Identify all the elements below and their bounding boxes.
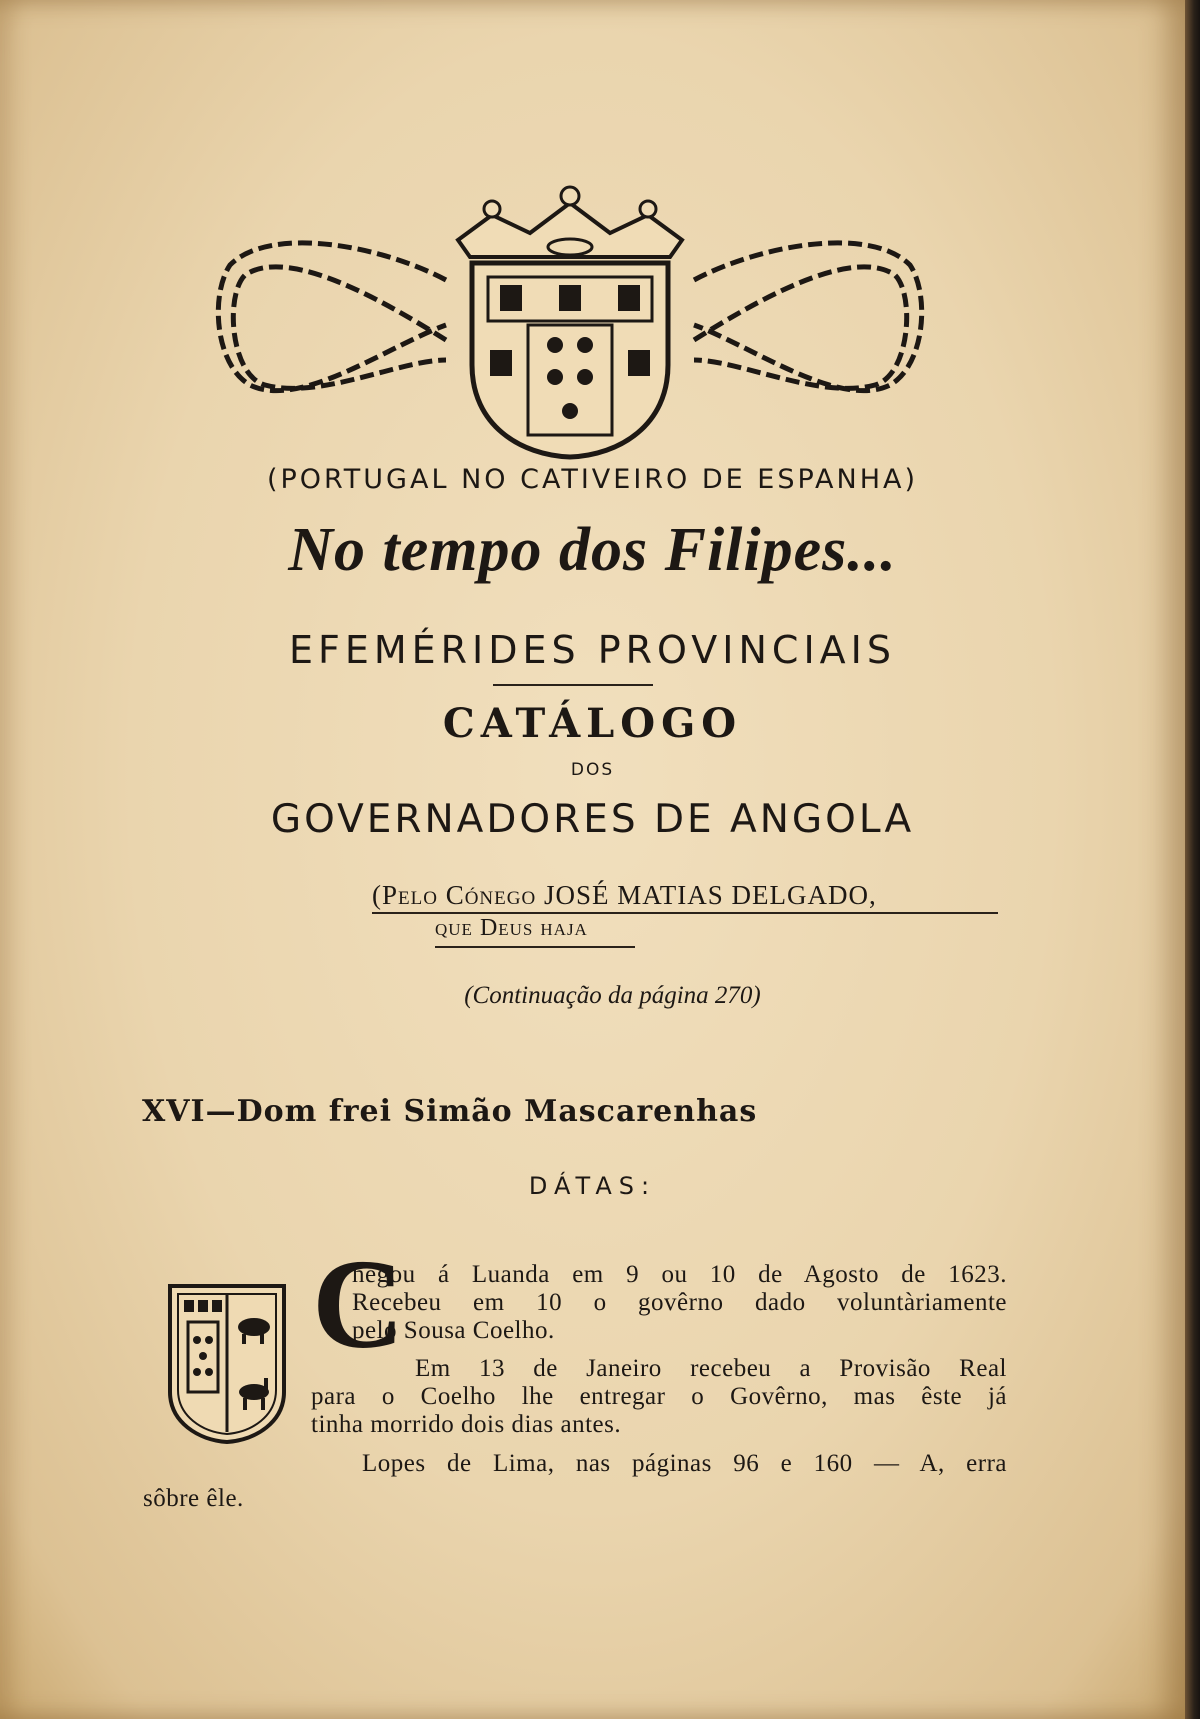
body-line: Recebeu em 10 o govêrno dado voluntàriamente xyxy=(352,1289,1007,1316)
catalog-heading: CATÁLOGO xyxy=(442,700,743,747)
subtitle-top: (PORTUGAL NO CATIVEIRO DE ESPANHA) xyxy=(266,464,919,495)
connector-word: DOS xyxy=(570,760,615,780)
body-line: sôbre êle. xyxy=(143,1485,244,1512)
page-title: No tempo dos Filipes... xyxy=(288,516,897,584)
shield-icon xyxy=(472,263,668,457)
governors-heading: GOVERNADORES DE ANGOLA xyxy=(270,797,915,842)
crown-icon xyxy=(458,187,682,257)
body-line: Lopes de Lima, nas páginas 96 e 160 — A, erra xyxy=(362,1450,1007,1477)
continuation-note: (Continuação da página 270) xyxy=(464,982,761,1009)
body-line: pelo Sousa Coelho. xyxy=(352,1317,555,1344)
body-line: hegou á Luanda em 9 ou 10 de Agosto de 1623. xyxy=(352,1261,1007,1288)
byline-underline xyxy=(372,912,998,914)
subtitle: EFEMÉRIDES PROVINCIAIS xyxy=(288,628,896,672)
coat-of-arms-shield-icon xyxy=(166,1282,288,1444)
section-heading: XVI—Dom frei Simão Mascarenhas xyxy=(142,1094,758,1129)
byline-author: (Pelo Cónego JOSÉ MATIAS DELGADO, xyxy=(372,880,877,910)
body-line: tinha morrido dois dias antes. xyxy=(311,1411,622,1438)
byline-memorial: que Deus haja xyxy=(435,915,588,941)
dates-label: DÁTAS: xyxy=(528,1172,657,1200)
right-chain-icon xyxy=(694,243,922,391)
book-edge xyxy=(1185,0,1200,1719)
divider xyxy=(493,684,653,686)
drop-cap: C xyxy=(312,1233,405,1375)
body-line: Em 13 de Janeiro recebeu a Provisão Real xyxy=(415,1355,1007,1382)
byline-underline-2 xyxy=(435,946,635,948)
left-chain-icon xyxy=(218,243,446,391)
body-line: para o Coelho lhe entregar o Govêrno, mas êste já xyxy=(311,1383,1007,1410)
crown-shield-chains-emblem xyxy=(210,185,930,460)
